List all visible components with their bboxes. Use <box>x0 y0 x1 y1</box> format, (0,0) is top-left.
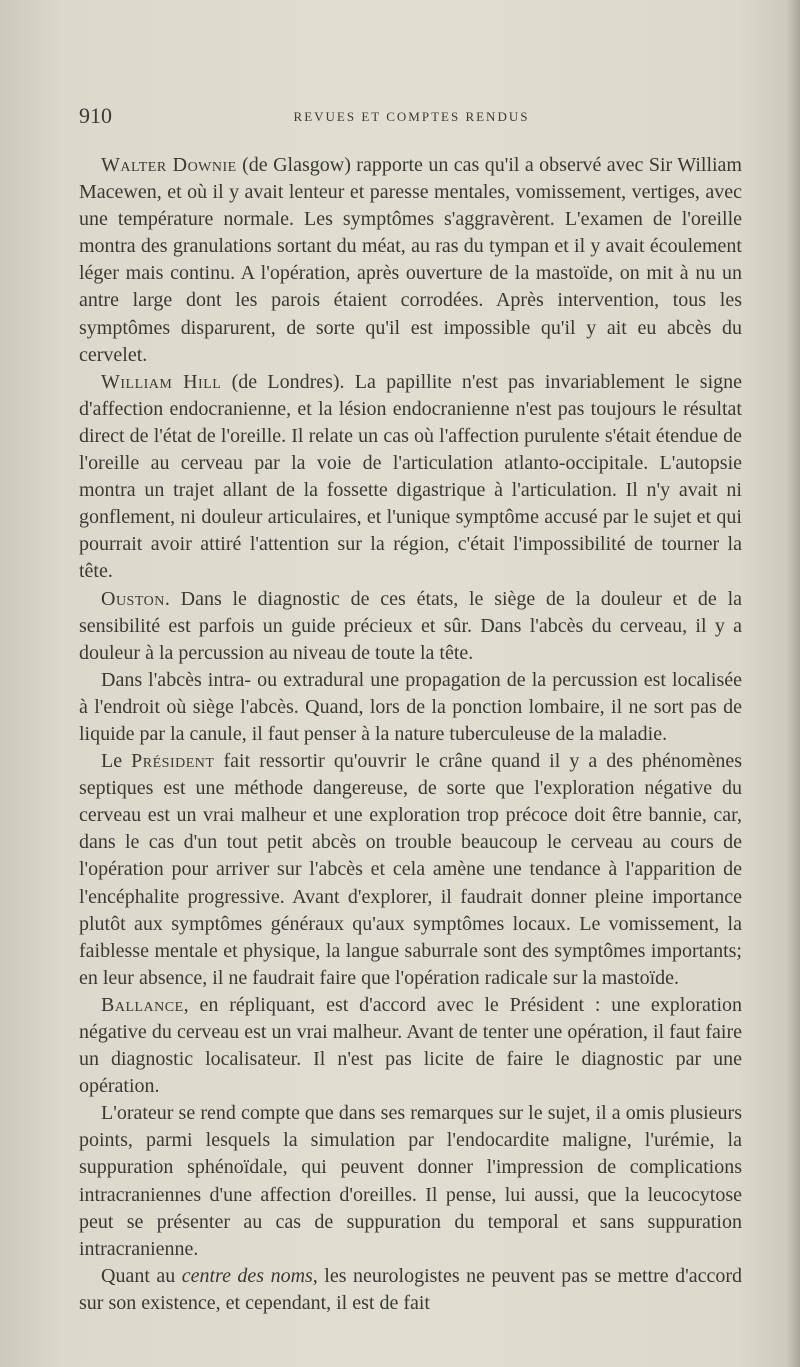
paragraph-text: fait ressortir qu'ouvrir le crâne quand il y a des phénomènes septiques est une méthode dangereuse, de sorte que l'exploration négative du cerveau est un vrai malheur et une exploration trop précoce doit être bannie, car, dans le cas d'un tout petit abcès on trouble beaucoup le cerveau au cours de l'opération pour arriver sur l'abcès et cela amène une tendance à l'apparition de l'encéphalite progressive. Avant d'explorer, il faudrait donner pleine importance plutôt aux symptômes généraux qu'aux symptômes locaux. Le vomissement, la faiblesse mentale et physique, la langue saburrale sont des symptômes importants; en leur absence, il ne faudrait faire que l'opération radicale sur la mastoïde. <box>79 750 743 989</box>
italic-term: centre des noms <box>181 1264 313 1287</box>
speaker-name: Ballance <box>101 993 184 1016</box>
paragraph-orateur <box>79 1100 742 1263</box>
paragraph-text: Dans l'abcès intra- ou extradural une propagation de la percussion est localisée à l'endroit où siège l'abcès. Quand, lors de la ponction lombaire, il ne sort pas de liquide par la canule, il faut penser à la nature tuberculeuse de la maladie. <box>79 668 742 745</box>
paragraph-president <box>79 748 742 992</box>
paragraph-ouston-continued <box>79 667 742 748</box>
speaker-name: Président <box>131 750 215 773</box>
paragraph-william-hill <box>79 369 742 586</box>
page-header <box>79 103 744 133</box>
speaker-prefix: Le <box>101 750 132 773</box>
paragraph-walter-downie <box>79 152 742 369</box>
paragraph-text: . Dans le diagnostic de ces états, le siège de la douleur et de la sensibilité est parfois un guide précieux et sûr. Dans l'abcès du cerveau, il y a douleur à la percussion au niveau de toute la tête. <box>79 587 742 664</box>
paragraph-text: L'orateur se rend compte que dans ses remarques sur le sujet, il a omis plusieurs points, parmi lesquels la simulation par l'endocardite maligne, l'urémie, la suppuration sphénoïdale, qui peuvent donner l'impression de complications intracraniennes d'une affection d'oreilles. Il pense, lui aussi, que la leucocytose peut se présenter au cas de suppuration du temporal et sans suppuration intracranienne. <box>79 1102 742 1260</box>
paragraph-ouston <box>79 586 742 667</box>
paragraph-text: (de Londres). La papillite n'est pas invariablement le signe d'affection endocranienne, et la lésion endocranienne n'est pas toujours le résultat direct de l'état de l'oreille. Il relate un cas où l'affection purulente s'était étendue de l'oreille au cerveau par la voie de l'articulation atlanto-occipitale. L'autopsie montra un trajet allant de la fossette digastrique à l'articulation. Il n'y avait ni gonflement, ni douleur articulaires, et l'unique symptôme accusé par le sujet et qui pourrait avoir attiré l'attention sur la région, c'était l'impossibilité de tourner la tête. <box>79 370 742 583</box>
paragraph-centre-des-noms <box>79 1263 742 1317</box>
speaker-name: William Hill <box>101 370 222 393</box>
paragraph-ballance <box>79 992 742 1100</box>
paragraph-text: , les neurologistes ne peuvent pas se mettre d'accord sur son existence, et cependant, il est de fait <box>79 1264 742 1314</box>
page-number: 910 <box>79 103 112 128</box>
paragraph-text: , en répliquant, est d'accord avec le Président : une exploration négative du cerveau est un vrai malheur. Avant de tenter une opération, il faut faire un diagnostic localisateur. Il n'est pas licite de faire le diagnostic par une opération. <box>79 993 742 1098</box>
speaker-name: Walter Downie <box>101 154 237 176</box>
speaker-name: Ouston <box>101 587 165 610</box>
article-body <box>79 152 742 1317</box>
page-edge-shadow <box>786 0 800 1367</box>
paragraph-text-lead: Quant au <box>101 1264 182 1287</box>
paragraph-text: (de Glasgow) rapporte un cas qu'il a observé avec Sir William Macewen, et où il y avait lenteur et paresse mentales, vomissement, vertiges, avec une température normale. Les symptômes s'aggravèrent. L'examen de l'oreille montra des granulations sortant du méat, au ras du tympan et il y avait écoulement léger mais continu. A l'opération, après ouverture de la mastoïde, on mit à nu un antre large dont les parois étaient corrodées. Après intervention, tous les symptômes disparurent, de sorte qu'il est impossible qu'il y ait eu abcès du cervelet. <box>79 154 742 366</box>
running-title: REVUES ET COMPTES RENDUS <box>293 109 530 124</box>
